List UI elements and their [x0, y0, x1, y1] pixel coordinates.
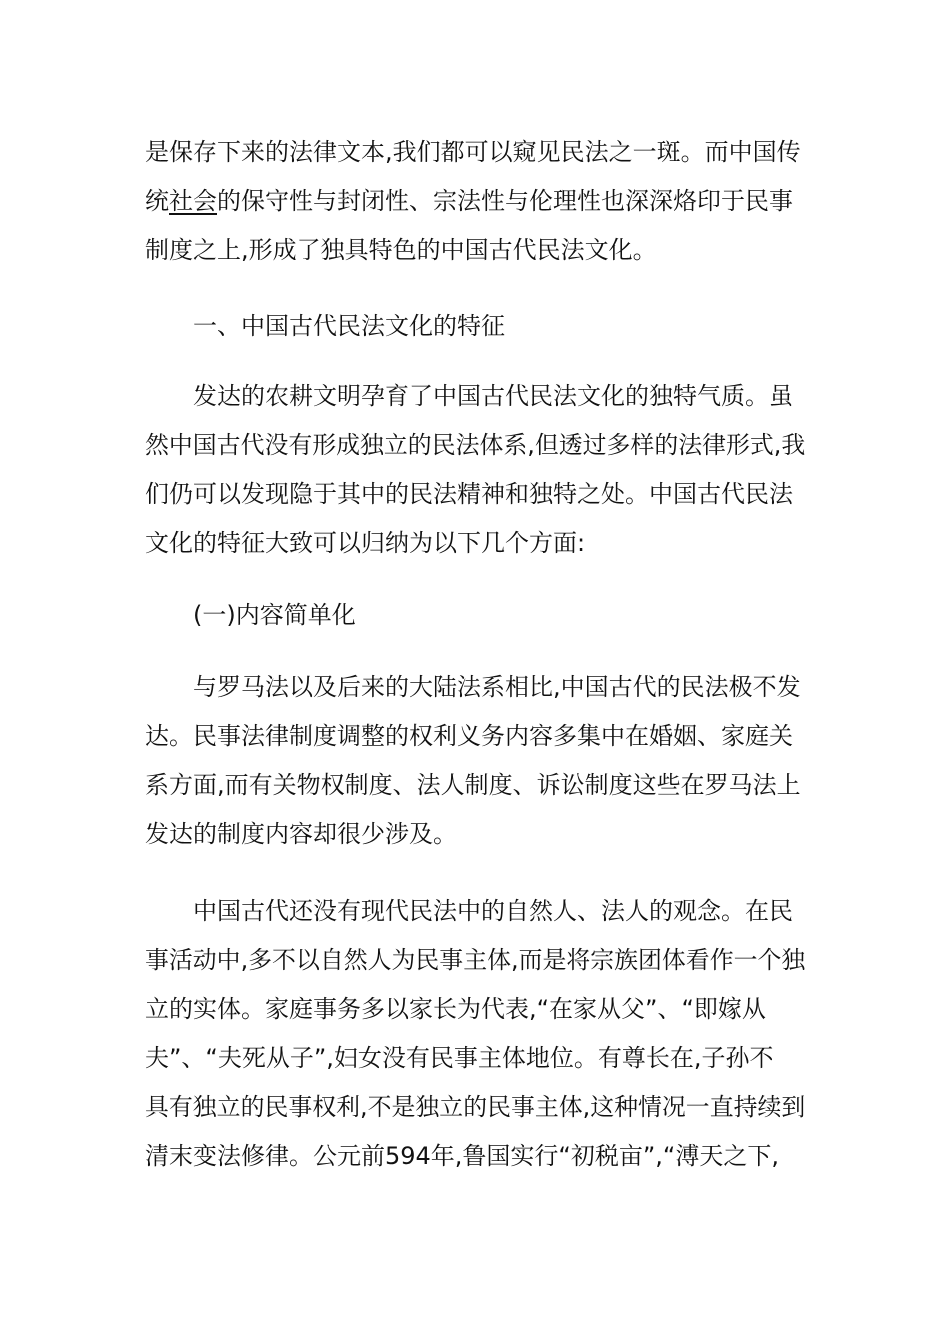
paragraph-line: 然中国古代没有形成独立的民法体系,但透过多样的法律形式,我 — [145, 431, 806, 459]
text-segment: 的保守性与封闭性、宗法性与伦理性也深深烙印于民事 — [217, 187, 793, 215]
paragraph-line: 清末变法修律。公元前594年,鲁国实行“初税亩”,“溥天之下, — [145, 1142, 779, 1170]
paragraph-line: 发达的农耕文明孕育了中国古代民法文化的独特气质。虽 — [193, 382, 793, 410]
paragraph-line: 事活动中,多不以自然人为民事主体,而是将宗族团体看作一个独 — [145, 946, 806, 974]
paragraph-line: 中国古代还没有现代民法中的自然人、法人的观念。在民 — [193, 897, 793, 925]
paragraph-line: 们仍可以发现隐于其中的民法精神和独特之处。中国古代民法 — [145, 480, 793, 508]
paragraph-line: 文化的特征大致可以归纳为以下几个方面: — [145, 529, 586, 557]
paragraph-line: 是保存下来的法律文本,我们都可以窥见民法之一斑。而中国传 — [145, 138, 801, 166]
paragraph-line: 夫”、“夫死从子”,妇女没有民事主体地位。有尊长在,子孙不 — [145, 1044, 774, 1072]
paragraph-line: 系方面,而有关物权制度、法人制度、诉讼制度这些在罗马法上 — [145, 771, 801, 799]
paragraph-line: 与罗马法以及后来的大陆法系相比,中国古代的民法极不发 — [193, 673, 801, 701]
paragraph-line — [145, 186, 793, 216]
underlined-term: 社会 — [169, 187, 217, 215]
paragraph-line: 具有独立的民事权利,不是独立的民事主体,这种情况一直持续到 — [145, 1093, 806, 1121]
paragraph-line: 达。民事法律制度调整的权利义务内容多集中在婚姻、家庭关 — [145, 722, 793, 750]
paragraph-line: 立的实体。家庭事务多以家长为代表,“在家从父”、“即嫁从 — [145, 995, 766, 1023]
section-heading: 一、中国古代民法文化的特征 — [193, 312, 505, 340]
text-segment: 统 — [145, 187, 169, 215]
paragraph-line: 发达的制度内容却很少涉及。 — [145, 820, 457, 848]
subsection-heading: (一)内容简单化 — [193, 601, 356, 629]
paragraph-line: 制度之上,形成了独具特色的中国古代民法文化。 — [145, 236, 657, 264]
